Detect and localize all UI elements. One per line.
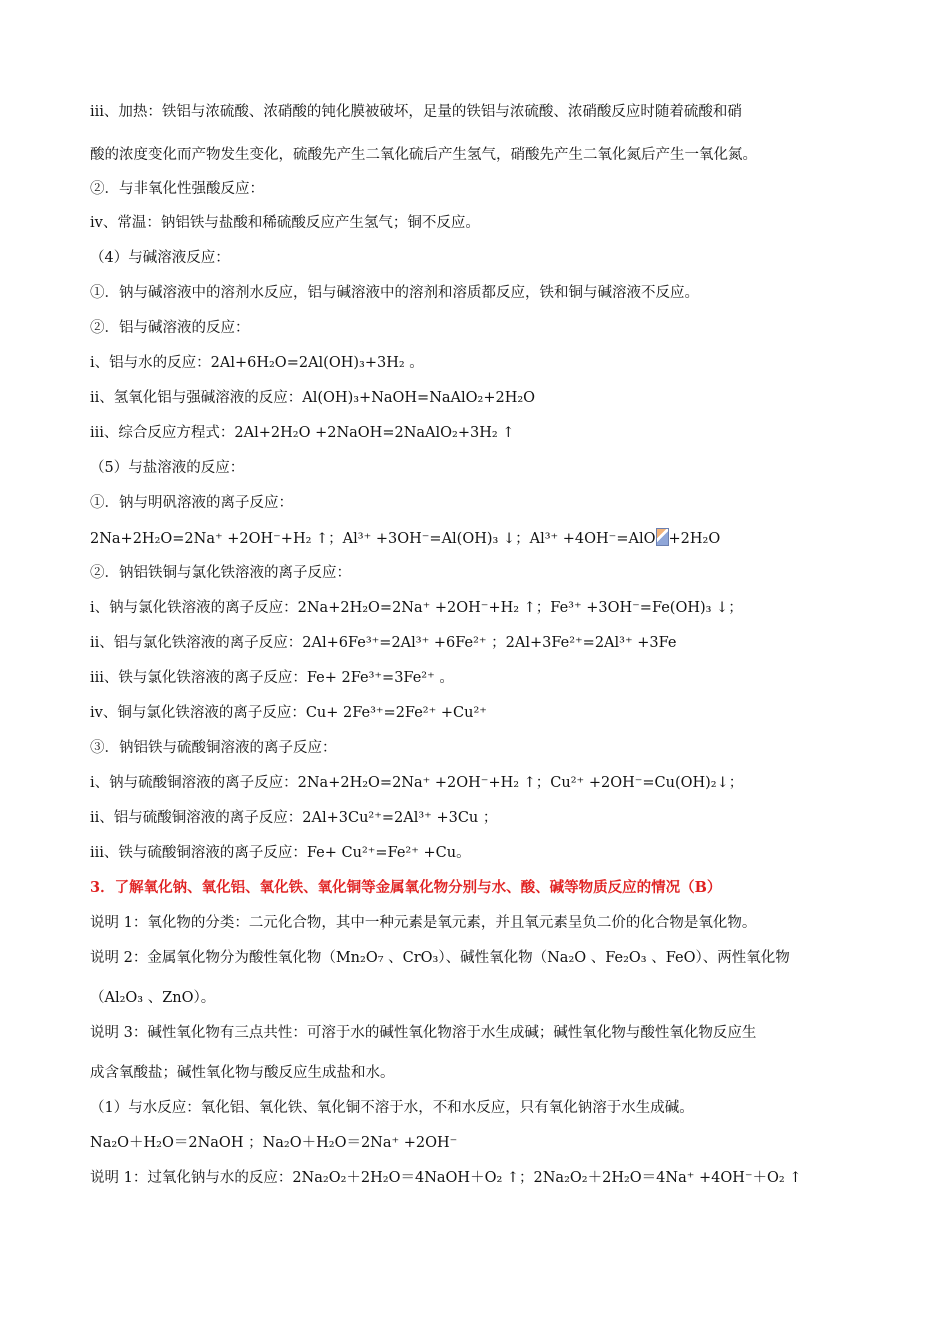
text-line: ⅲ、铁与氯化铁溶液的离子反应：Fe+ 2Fe³⁺=3Fe²⁺ 。: [90, 670, 454, 686]
text-line: ⅲ、铁与硫酸铜溶液的离子反应：Fe+ Cu²⁺=Fe²⁺ +Cu。: [90, 845, 471, 861]
text-line: 说明 2：金属氧化物分为酸性氧化物（Mn₂O₇ 、CrO₃）、碱性氧化物（Na₂O 、Fe₂O₃ 、FeO）、两性氧化物: [90, 950, 790, 966]
text-line: 成含氧酸盐；碱性氧化物与酸反应生成盐和水。: [90, 1065, 395, 1081]
text-line: 酸的浓度变化而产物发生变化，硫酸先产生二氧化硫后产生氢气，硝酸先产生二氧化氮后产生一氧化氮。: [90, 147, 757, 163]
text-line: 说明 1：氧化物的分类：二元化合物，其中一种元素是氧元素，并且氧元素呈负二价的化合物是氧化物。: [90, 915, 757, 931]
equation-tail: +2H₂O: [668, 531, 721, 547]
text-line: ⅳ、铜与氯化铁溶液的离子反应：Cu+ 2Fe³⁺=2Fe²⁺ +Cu²⁺: [90, 705, 487, 721]
section-heading: 3．了解氧化钠、氧化铝、氧化铁、氧化铜等金属氧化物分别与水、酸、碱等物质反应的情况（B）: [90, 879, 722, 896]
text-line: ①．钠与明矾溶液的离子反应：: [90, 495, 293, 511]
text-line: （5）与盐溶液的反应：: [90, 460, 245, 476]
text-line: ⅳ、常温：钠铝铁与盐酸和稀硫酸反应产生氢气；铜不反应。: [90, 215, 480, 231]
text-line: ②．铝与碱溶液的反应：: [90, 320, 250, 336]
text-line: ②．与非氧化性强酸反应：: [90, 181, 264, 197]
text-line: ⅲ、加热：铁铝与浓硫酸、浓硝酸的钝化膜被破坏，足量的铁铝与浓硫酸、浓硝酸反应时随着硫酸和硝: [90, 104, 742, 120]
equation-text: 2Na+2H₂O=2Na⁺ +2OH⁻+H₂ ↑；Al³⁺ +3OH⁻=Al(OH)₃ ↓；Al³⁺ +4OH⁻=AlO: [90, 531, 656, 547]
text-line: 说明 1：过氧化钠与水的反应：2Na₂O₂＋2H₂O＝4NaOH＋O₂ ↑；2Na₂O₂＋2H₂O＝4Na⁺ +4OH⁻＋O₂ ↑: [90, 1170, 802, 1186]
text-line: ③．钠铝铁与硫酸铜溶液的离子反应：: [90, 740, 337, 756]
text-line: 说明 3：碱性氧化物有三点共性：可溶于水的碱性氧化物溶于水生成碱；碱性氧化物与酸性氧化物反应生: [90, 1025, 757, 1041]
text-line: ②．钠铝铁铜与氯化铁溶液的离子反应：: [90, 565, 351, 581]
text-line: （1）与水反应：氧化铝、氧化铁、氧化铜不溶于水，不和水反应，只有氧化钠溶于水生成碱。: [90, 1100, 694, 1116]
text-line: ①．钠与碱溶液中的溶剂水反应，铝与碱溶液中的溶剂和溶质都反应，铁和铜与碱溶液不反应。: [90, 285, 699, 301]
text-line: ⅰ、铝与水的反应：2Al+6H₂O=2Al(OH)₃+3H₂ 。: [90, 355, 424, 371]
text-line: Na₂O＋H₂O＝2NaOH ；Na₂O＋H₂O＝2Na⁺ +2OH⁻: [90, 1135, 458, 1151]
text-line: ⅱ、氢氧化铝与强碱溶液的反应：Al(OH)₃+NaOH=NaAlO₂+2H₂O: [90, 390, 536, 406]
equation-line: [90, 528, 890, 549]
embedded-image-icon: [656, 528, 669, 546]
text-line: （4）与碱溶液反应：: [90, 250, 230, 266]
text-line: ⅱ、铝与氯化铁溶液的离子反应：2Al+6Fe³⁺=2Al³⁺ +6Fe²⁺ ；2Al+3Fe²⁺=2Al³⁺ +3Fe: [90, 635, 677, 651]
text-line: ⅱ、铝与硫酸铜溶液的离子反应：2Al+3Cu²⁺=2Al³⁺ +3Cu ；: [90, 810, 498, 826]
text-line: ⅰ、钠与硫酸铜溶液的离子反应：2Na+2H₂O=2Na⁺ +2OH⁻+H₂ ↑；Cu²⁺ +2OH⁻=Cu(OH)₂↓；: [90, 775, 744, 791]
text-line: （Al₂O₃ 、ZnO）。: [90, 990, 216, 1006]
text-line: ⅰ、钠与氯化铁溶液的离子反应：2Na+2H₂O=2Na⁺ +2OH⁻+H₂ ↑；Fe³⁺ +3OH⁻=Fe(OH)₃ ↓；: [90, 600, 743, 616]
text-line: ⅲ、综合反应方程式：2Al+2H₂O +2NaOH=2NaAlO₂+3H₂ ↑: [90, 425, 515, 441]
